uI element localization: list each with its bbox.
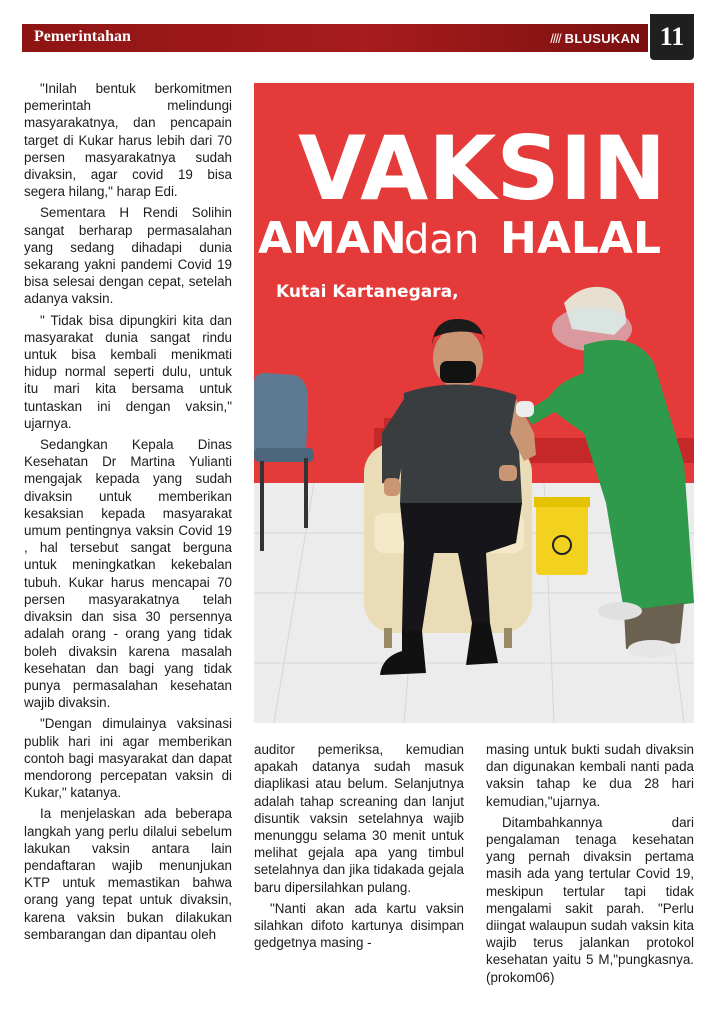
page-number: 11: [650, 14, 694, 60]
banner-line-3: Kutai Kartanegara,: [276, 282, 459, 302]
paragraph: "Inilah bentuk berkomitmen pemerintah melindungi masyarakatnya, dan pencapain target di Kukar harus lebih dari 70 persen masyarakatnya sudah divaksin, agar covid 19 bisa segera hilang," harap Edi.: [24, 81, 232, 200]
paragraph: auditor pemeriksa, kemudian apakah datanya sudah masuk diaplikasi atau belum. Selanjutnya adalah tahap screaning dan lanjut disuntik vaksin setelahnya wajib menunggu selama 30 menit untuk melihat gejala apa yang timbul setelahnya dan jika tidakada gejala baru dipersilahkan pulang.: [254, 742, 464, 895]
banner-line-2-end: HALAL: [500, 213, 662, 264]
banner-line-1: VAKSIN: [298, 117, 667, 220]
paragraph: "Nanti akan ada kartu vaksin silahkan difoto kartunya disimpan gedgetnya masing -: [254, 900, 464, 951]
banner-line-2-bold: AMAN: [258, 213, 407, 264]
banner-line-2-light: dan: [404, 217, 480, 263]
vaccination-photo: [254, 83, 694, 723]
article-column-left: [24, 80, 232, 947]
article-column-middle: [254, 741, 464, 955]
article-column-right: [486, 741, 694, 990]
paragraph: " Tidak bisa dipungkiri kita dan masyarakat dunia sangat rindu untuk bisa kembali menikmati hidup normal seperti dulu, untuk itu mari kita bersama untuk tuntaskan ini dengan vaksin," ujarnya.: [24, 312, 232, 431]
section-header-bar: [22, 24, 648, 52]
paragraph: masing untuk bukti sudah divaksin dan digunakan kembali nanti pada vaksin tahap ke dua 28 hari kemudian,"ujarnya.: [486, 742, 694, 809]
section-title: Pemerintahan: [34, 28, 131, 45]
rubric-text: BLUSUKAN: [564, 31, 640, 46]
paragraph: Sementara H Rendi Solihin sangat berharap permasalahan yang sedang dihadapi dunia sekarang yakni pandemi Covid 19 bisa selesai dengan cepat, setelah adanya vaksin.: [24, 205, 232, 307]
paragraph: Ditambahkannya dari pengalaman tenaga kesehatan yang pernah divaksin pertama masih ada yang tertular Covid 19, meskipun tertular tapi tidak mengalami sakit parah. "Perlu diingat walaupun sudah vaksin kita wajib terus jalankan protokol kesehatan yaitu 5 M,"pungkasnya. (prokom06): [486, 814, 694, 985]
paragraph: Sedangkan Kepala Dinas Kesehatan Dr Martina Yulianti mengajak kepada yang sudah divaksin untuk memberikan kesaksian kepada masyarakat umum pentingnya vaksin Covid 19 , hal tersebut sangat berguna untuk meningkatkan kekebalan tubuh. Kukar harus mencapai 70 persen masyarakatnya telah divaksin dan sisa 30 persennya adalah orang - orang yang tidak boleh divaksin karena masalah kesehatan dan bagi yang tidak punya permasalahan kesehatan wajib divaksin.: [24, 437, 232, 711]
sharps-container: [534, 497, 590, 575]
vaccination-photo-illustration: [254, 83, 694, 723]
rubric-label: [550, 31, 640, 46]
stripes-icon: ////: [550, 31, 561, 46]
paragraph: "Dengan dimulainya vaksinasi publik hari ini agar memberikan contoh bagi masyarakat dan dapat mendorong percepatan vaksin di Kukar," katanya.: [24, 716, 232, 801]
paragraph: Ia menjelaskan ada beberapa langkah yang perlu dilalui sebelum lakukan vaksin antara lain pendaftaran wajib menunjukan KTP untuk memastikan bahwa orang yang tepat untuk divaksin, karena vaksin bukan dilakukan sembarangan dan dipantau oleh: [24, 806, 232, 942]
